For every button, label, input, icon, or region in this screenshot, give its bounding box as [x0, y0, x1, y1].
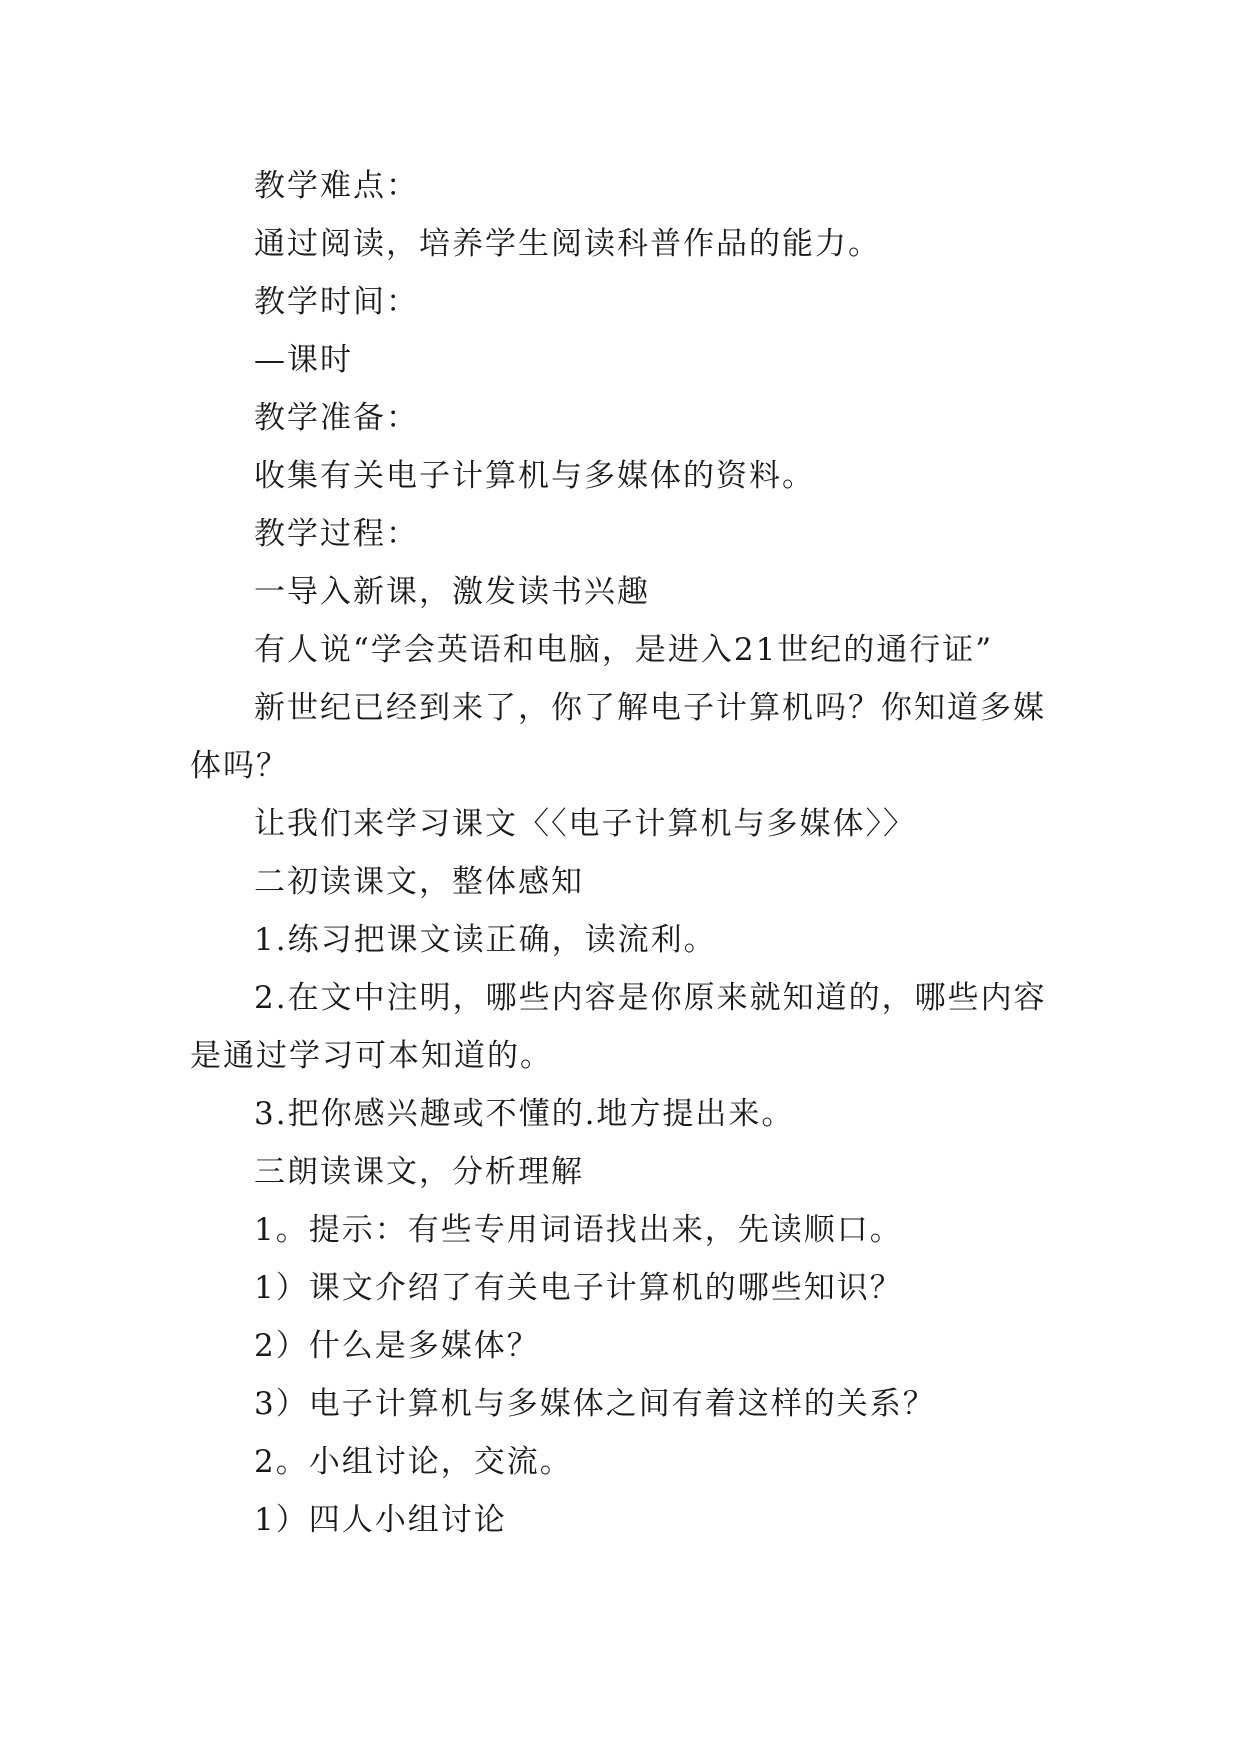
document-body [190, 157, 1070, 1549]
paragraph-subitem-3: 3）电子计算机与多媒体之间有着这样的关系？ [254, 1386, 936, 1422]
paragraph-section-two: 二初读课文，整体感知 [254, 864, 584, 900]
paragraph-subitem-2: 2）什么是多媒体？ [254, 1328, 540, 1364]
paragraph-item-3: 3.把你感兴趣或不懂的.地方提出来。 [254, 1096, 795, 1132]
paragraph-difficulty-text: 通过阅读，培养学生阅读科普作品的能力。 [254, 226, 881, 262]
paragraph-item-1: 1.练习把课文读正确，读流利。 [254, 922, 717, 958]
paragraph-quote: 有人说“学会英语和电脑，是进入21世纪的通行证” [254, 632, 994, 668]
paragraph-preparation-text: 收集有关电子计算机与多媒体的资料。 [254, 458, 815, 494]
paragraph-time-heading: 教学时间： [254, 284, 419, 320]
paragraph-item-2: 2.在文中注明，哪些内容是你原来就知道的，哪些内容是通过学习可本知道的。 [190, 980, 1047, 1074]
paragraph-process-heading: 教学过程： [254, 516, 419, 552]
paragraph-section-one: 一导入新课，激发读书兴趣 [254, 574, 650, 610]
paragraph-preparation-heading: 教学准备： [254, 400, 419, 436]
paragraph-hint: 1。提示：有些专用词语找出来，先读顺口。 [254, 1212, 903, 1248]
paragraph-difficulty-heading: 教学难点： [254, 168, 419, 204]
paragraph-discussion: 2。小组讨论，交流。 [254, 1444, 573, 1480]
paragraph-group-discussion: 1）四人小组讨论 [254, 1502, 507, 1538]
paragraph-lesson-intro: 让我们来学习课文〈〈电子计算机与多媒体〉〉 [254, 806, 916, 842]
paragraph-subitem-1: 1）课文介绍了有关电子计算机的哪些知识？ [254, 1270, 903, 1306]
paragraph-time-text: —课时 [254, 342, 353, 378]
paragraph-section-three: 三朗读课文，分析理解 [254, 1154, 584, 1190]
paragraph-question: 新世纪已经到来了，你了解电子计算机吗？你知道多媒体吗？ [190, 690, 1046, 784]
